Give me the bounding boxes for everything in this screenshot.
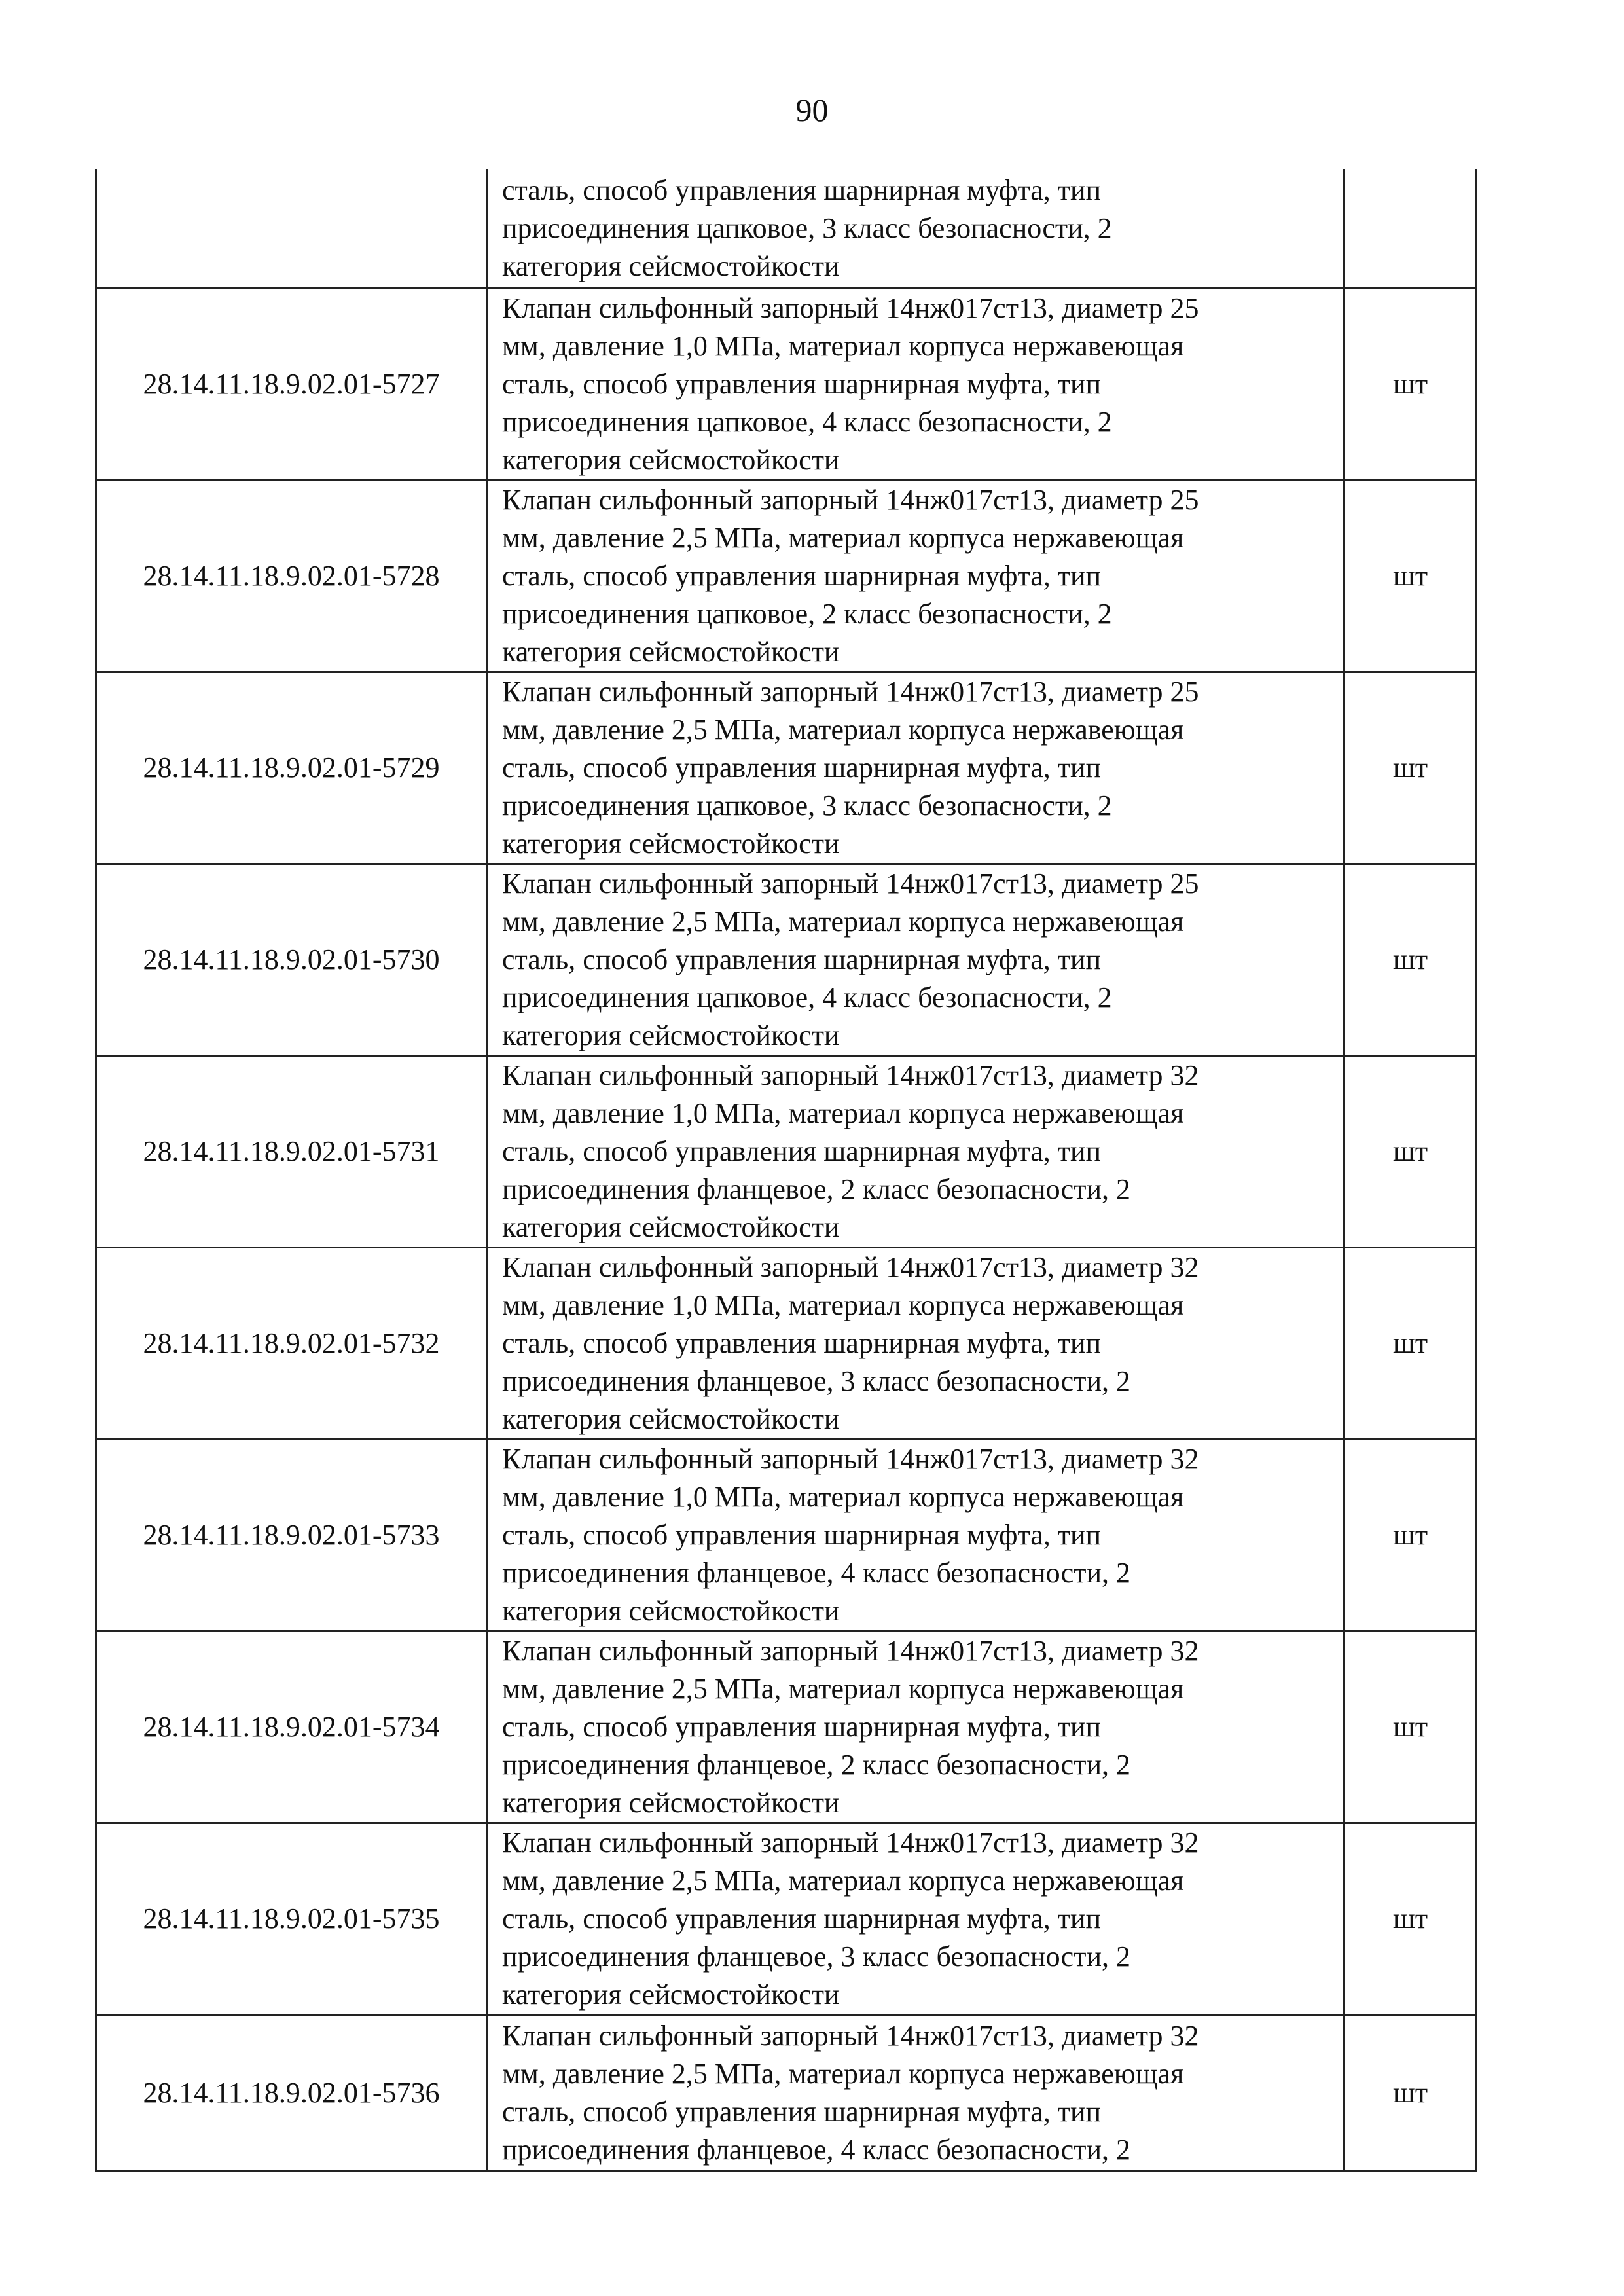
item-code: 28.14.11.18.9.02.01-5731: [96, 1056, 487, 1248]
item-description: [487, 864, 1344, 1056]
item-unit: шт: [1344, 289, 1477, 481]
item-unit: шт: [1344, 672, 1477, 864]
description-line: категория сейсмостойкости: [502, 636, 840, 668]
item-code: 28.14.11.18.9.02.01-5730: [96, 864, 487, 1056]
description-line: категория сейсмостойкости: [502, 1019, 840, 1051]
description-line: мм, давление 1,0 МПа, материал корпуса нержавеющая: [502, 1481, 1184, 1513]
description-line: Клапан сильфонный запорный 14нж017ст13, диаметр 25: [502, 676, 1199, 708]
item-description: [487, 672, 1344, 864]
description-line: присоединения фланцевое, 3 класс безопасности, 2: [502, 1365, 1130, 1397]
description-line: Клапан сильфонный запорный 14нж017ст13, диаметр 32: [502, 1443, 1199, 1475]
description-line: присоединения фланцевое, 2 класс безопасности, 2: [502, 1749, 1130, 1781]
item-description: [487, 1440, 1344, 1631]
description-line: Клапан сильфонный запорный 14нж017ст13, диаметр 25: [502, 484, 1199, 516]
description-line: мм, давление 1,0 МПа, материал корпуса нержавеющая: [502, 1289, 1184, 1321]
description-line: категория сейсмостойкости: [502, 1403, 840, 1435]
description-line: сталь, способ управления шарнирная муфта, тип: [502, 752, 1102, 784]
item-unit: шт: [1344, 1056, 1477, 1248]
item-unit: шт: [1344, 481, 1477, 672]
description-line: мм, давление 1,0 МПа, материал корпуса нержавеющая: [502, 1097, 1184, 1129]
table-row: [96, 481, 1477, 672]
table-body: [96, 169, 1477, 2172]
description-line: присоединения цапковое, 3 класс безопасности, 2: [502, 790, 1112, 822]
description-line: присоединения фланцевое, 2 класс безопасности, 2: [502, 1173, 1130, 1205]
description-line: Клапан сильфонный запорный 14нж017ст13, диаметр 32: [502, 2020, 1199, 2052]
item-code: 28.14.11.18.9.02.01-5736: [96, 2015, 487, 2172]
description-line: Клапан сильфонный запорный 14нж017ст13, диаметр 32: [502, 1635, 1199, 1667]
description-line: мм, давление 2,5 МПа, материал корпуса нержавеющая: [502, 714, 1184, 746]
resource-table: [95, 169, 1477, 2172]
item-description: [487, 169, 1344, 289]
description-line: мм, давление 2,5 МПа, материал корпуса нержавеющая: [502, 905, 1184, 938]
item-description: [487, 1248, 1344, 1440]
description-line: присоединения фланцевое, 3 класс безопасности, 2: [502, 1941, 1130, 1973]
item-description: [487, 1056, 1344, 1248]
description-line: присоединения цапковое, 4 класс безопасности, 2: [502, 406, 1112, 438]
description-line: присоединения цапковое, 2 класс безопасности, 2: [502, 598, 1112, 630]
description-line: категория сейсмостойкости: [502, 1211, 840, 1243]
description-line: присоединения цапковое, 3 класс безопасности, 2: [502, 211, 1112, 244]
table-row: [96, 2015, 1477, 2172]
description-line: сталь, способ управления шарнирная муфта, тип: [502, 1327, 1102, 1359]
description-line: Клапан сильфонный запорный 14нж017ст13, диаметр 32: [502, 1827, 1199, 1859]
item-unit: шт: [1344, 1631, 1477, 1823]
table-row: [96, 1248, 1477, 1440]
description-line: сталь, способ управления шарнирная муфта, тип: [502, 943, 1102, 975]
item-code: 28.14.11.18.9.02.01-5729: [96, 672, 487, 864]
table-row: [96, 1631, 1477, 1823]
description-line: мм, давление 1,0 МПа, материал корпуса нержавеющая: [502, 330, 1184, 362]
description-line: категория сейсмостойкости: [502, 1978, 840, 2011]
description-line: категория сейсмостойкости: [502, 1787, 840, 1819]
item-code: [96, 169, 487, 289]
description-line: категория сейсмостойкости: [502, 249, 840, 282]
table-row: [96, 1823, 1477, 2015]
description-line: сталь, способ управления шарнирная муфта, тип: [502, 2096, 1102, 2128]
item-description: [487, 2015, 1344, 2172]
item-unit: [1344, 169, 1477, 289]
item-description: [487, 1631, 1344, 1823]
description-line: сталь, способ управления шарнирная муфта, тип: [502, 1135, 1102, 1167]
description-line: категория сейсмостойкости: [502, 1595, 840, 1627]
description-line: присоединения цапковое, 4 класс безопасности, 2: [502, 981, 1112, 1013]
item-unit: шт: [1344, 1823, 1477, 2015]
item-description: [487, 481, 1344, 672]
table-row: [96, 169, 1477, 289]
item-unit: шт: [1344, 1440, 1477, 1631]
description-line: сталь, способ управления шарнирная муфта, тип: [502, 1711, 1102, 1743]
table-row: [96, 1440, 1477, 1631]
item-code: 28.14.11.18.9.02.01-5735: [96, 1823, 487, 2015]
description-line: Клапан сильфонный запорный 14нж017ст13, диаметр 25: [502, 292, 1199, 324]
item-description: [487, 289, 1344, 481]
table-row: [96, 864, 1477, 1056]
item-unit: шт: [1344, 864, 1477, 1056]
description-line: Клапан сильфонный запорный 14нж017ст13, диаметр 32: [502, 1059, 1199, 1091]
description-line: мм, давление 2,5 МПа, материал корпуса нержавеющая: [502, 1865, 1184, 1897]
table-row: [96, 1056, 1477, 1248]
item-unit: шт: [1344, 2015, 1477, 2172]
description-line: сталь, способ управления шарнирная муфта, тип: [502, 173, 1102, 206]
description-line: сталь, способ управления шарнирная муфта, тип: [502, 560, 1102, 592]
description-line: присоединения фланцевое, 4 класс безопасности, 2: [502, 2134, 1130, 2166]
item-description: [487, 1823, 1344, 2015]
description-line: мм, давление 2,5 МПа, материал корпуса нержавеющая: [502, 522, 1184, 554]
description-line: сталь, способ управления шарнирная муфта, тип: [502, 368, 1102, 400]
description-line: Клапан сильфонный запорный 14нж017ст13, диаметр 32: [502, 1251, 1199, 1283]
item-code: 28.14.11.18.9.02.01-5734: [96, 1631, 487, 1823]
description-line: категория сейсмостойкости: [502, 828, 840, 860]
item-unit: шт: [1344, 1248, 1477, 1440]
description-line: категория сейсмостойкости: [502, 444, 840, 476]
table-row: [96, 289, 1477, 481]
description-line: присоединения фланцевое, 4 класс безопасности, 2: [502, 1557, 1130, 1589]
item-code: 28.14.11.18.9.02.01-5732: [96, 1248, 487, 1440]
table-row: [96, 672, 1477, 864]
description-line: мм, давление 2,5 МПа, материал корпуса нержавеющая: [502, 2058, 1184, 2090]
item-code: 28.14.11.18.9.02.01-5733: [96, 1440, 487, 1631]
item-code: 28.14.11.18.9.02.01-5728: [96, 481, 487, 672]
description-line: сталь, способ управления шарнирная муфта, тип: [502, 1519, 1102, 1551]
description-line: мм, давление 2,5 МПа, материал корпуса нержавеющая: [502, 1673, 1184, 1705]
description-line: сталь, способ управления шарнирная муфта, тип: [502, 1903, 1102, 1935]
page-number: 90: [795, 92, 829, 128]
description-line: Клапан сильфонный запорный 14нж017ст13, диаметр 25: [502, 867, 1199, 900]
item-code: 28.14.11.18.9.02.01-5727: [96, 289, 487, 481]
